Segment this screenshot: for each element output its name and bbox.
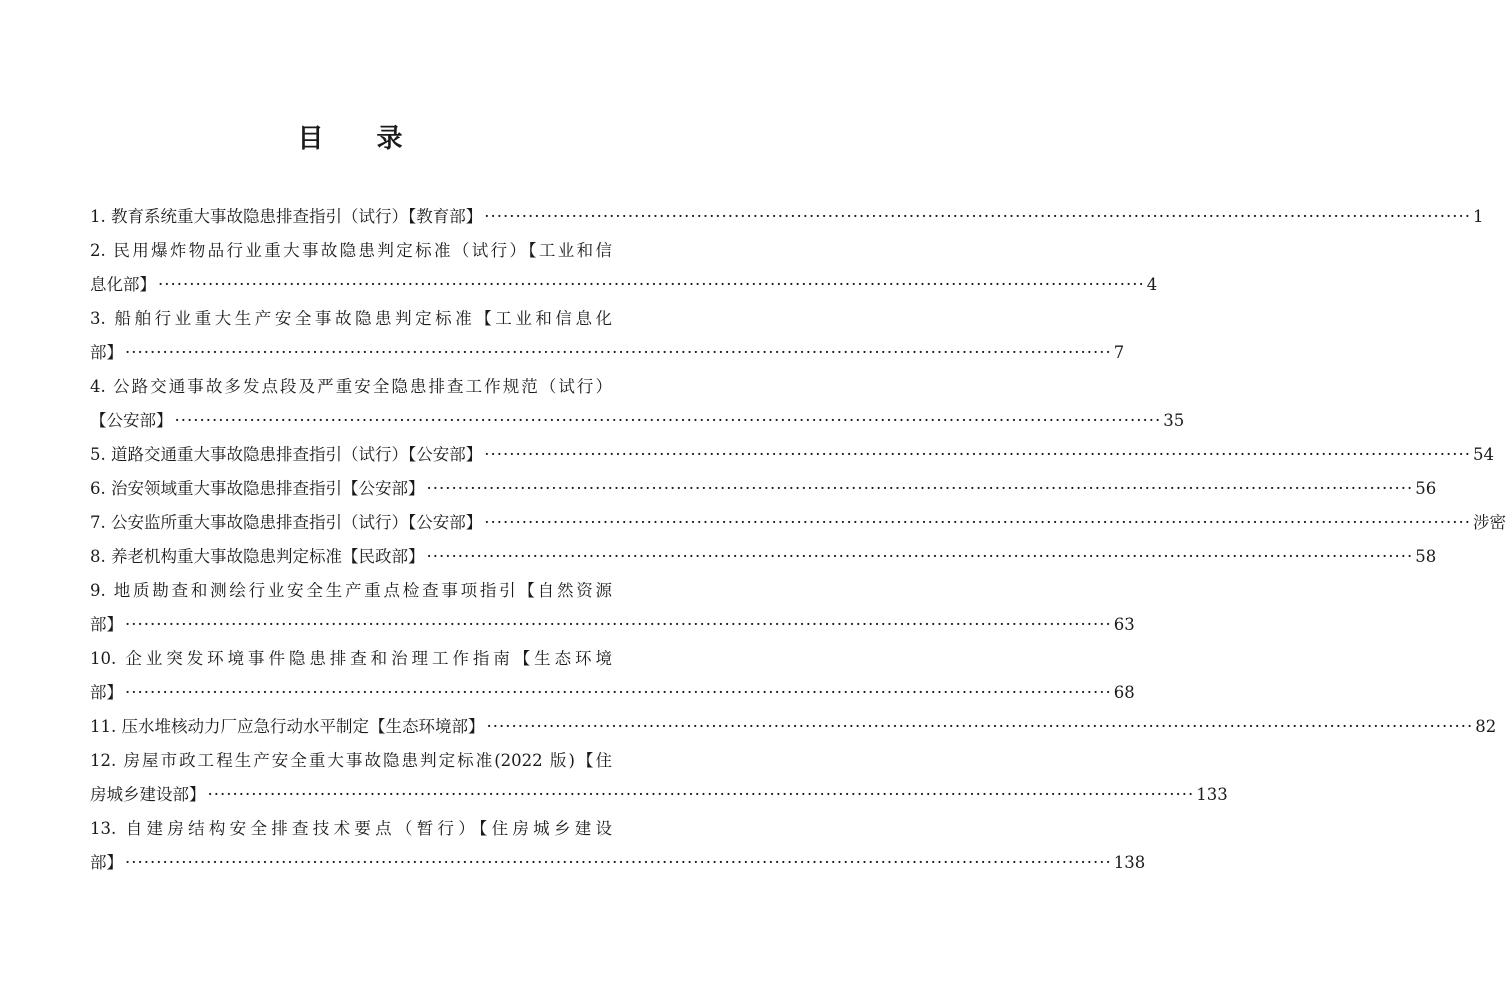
toc-entry[interactable] xyxy=(90,370,1185,438)
toc-entry-text: 1. 教育系统重大事故隐患排查指引（试行）【教育部】 xyxy=(90,207,483,226)
toc-entry-line xyxy=(90,234,612,268)
toc-entry[interactable] xyxy=(90,812,1146,880)
toc-page-number: 133 xyxy=(1196,785,1228,804)
toc-page-number: 82 xyxy=(1475,717,1497,736)
toc-entry-line xyxy=(90,574,612,608)
toc-page-number: 7 xyxy=(1113,343,1125,362)
toc-entry-line xyxy=(90,336,1125,370)
toc-entry-text: 部】 xyxy=(90,853,123,872)
toc-entry-text: 8. 养老机构重大事故隐患判定标准【民政部】 xyxy=(90,547,425,566)
toc-entry-line xyxy=(90,302,612,336)
toc-entry-line xyxy=(90,812,612,846)
toc-entry-line xyxy=(90,370,612,404)
toc-entry-line xyxy=(90,506,1506,540)
toc-entry-line xyxy=(90,404,1185,438)
toc-page-number: 56 xyxy=(1415,479,1437,498)
toc-entry[interactable] xyxy=(90,506,1506,540)
toc-entry-text: 9. 地质勘查和测绘行业安全生产重点检查事项指引【自然资源 xyxy=(90,581,612,600)
toc-entry-text: 部】 xyxy=(90,615,123,634)
toc-entry[interactable] xyxy=(90,234,1158,302)
dot-leader xyxy=(484,438,1471,472)
toc-entry-line xyxy=(90,744,612,778)
toc-page-number: 35 xyxy=(1163,411,1185,430)
toc-entry-text: 4. 公路交通事故多发点段及严重安全隐患排查工作规范（试行） xyxy=(90,377,612,396)
toc-entry-text: 7. 公安监所重大事故隐患排查指引（试行）【公安部】 xyxy=(90,513,483,532)
toc-entry-line xyxy=(90,540,1437,574)
toc-entry[interactable] xyxy=(90,438,1494,472)
page-title: 目 录 xyxy=(297,124,425,154)
toc-entry-line xyxy=(90,200,1484,234)
toc-entry-text: 6. 治安领域重大事故隐患排查指引【公安部】 xyxy=(90,479,425,498)
toc-entry[interactable] xyxy=(90,200,1484,234)
toc-entry-text: 11. 压水堆核动力厂应急行动水平制定【生态环境部】 xyxy=(90,717,485,736)
toc-page-number: 63 xyxy=(1113,615,1135,634)
toc-entry-line xyxy=(90,710,1497,744)
toc-page-number: 54 xyxy=(1472,445,1494,464)
toc-entry-line xyxy=(90,608,1135,642)
dot-leader xyxy=(427,472,1414,506)
dot-leader xyxy=(125,608,1112,642)
dot-leader xyxy=(125,336,1112,370)
toc-page-number: 涉密 xyxy=(1472,513,1506,532)
toc-entry-text: 【公安部】 xyxy=(90,411,173,430)
dot-leader xyxy=(484,200,1471,234)
toc-page-number: 138 xyxy=(1113,853,1146,872)
dot-leader xyxy=(125,676,1112,710)
toc-entry-text: 13. 自建房结构安全排查技术要点（暂行）【住房城乡建设 xyxy=(90,819,612,838)
toc-entry[interactable] xyxy=(90,710,1497,744)
toc-entry-text: 3. 船舶行业重大生产安全事故隐患判定标准【工业和信息化 xyxy=(90,309,612,328)
dot-leader xyxy=(208,778,1195,812)
toc-entry-text: 部】 xyxy=(90,683,123,702)
toc-entry-line xyxy=(90,268,1158,302)
toc-entry-text: 5. 道路交通重大事故隐患排查指引（试行）【公安部】 xyxy=(90,445,483,464)
toc-page-number: 58 xyxy=(1415,547,1437,566)
toc-entry[interactable] xyxy=(90,744,1228,812)
toc-entry-line xyxy=(90,676,1135,710)
dot-leader xyxy=(487,710,1474,744)
toc-entry-text: 12. 房屋市政工程生产安全重大事故隐患判定标准(2022 版)【住 xyxy=(90,751,612,770)
toc-page-number: 4 xyxy=(1146,275,1158,294)
dot-leader xyxy=(427,540,1414,574)
toc-entry-text: 2. 民用爆炸物品行业重大事故隐患判定标准（试行）【工业和信 xyxy=(90,241,612,260)
toc-entry-text: 房城乡建设部】 xyxy=(90,785,206,804)
toc-page-number: 68 xyxy=(1113,683,1135,702)
toc-entry[interactable] xyxy=(90,472,1437,506)
toc-entry[interactable] xyxy=(90,642,1135,710)
toc-entry-line xyxy=(90,472,1437,506)
toc-entry-text: 部】 xyxy=(90,343,123,362)
toc-entry-text: 息化部】 xyxy=(90,275,156,294)
toc-entry-line xyxy=(90,438,1494,472)
toc-entry[interactable] xyxy=(90,574,1135,642)
toc-entry-line xyxy=(90,846,1146,880)
toc-entry[interactable] xyxy=(90,540,1437,574)
table-of-contents xyxy=(90,200,1506,880)
toc-entry-line xyxy=(90,642,612,676)
toc-entry-line xyxy=(90,778,1228,812)
toc-entry[interactable] xyxy=(90,302,1125,370)
dot-leader xyxy=(484,506,1471,540)
toc-page-number: 1 xyxy=(1472,207,1484,226)
dot-leader xyxy=(158,268,1145,302)
dot-leader xyxy=(175,404,1162,438)
dot-leader xyxy=(125,846,1112,880)
toc-entry-text: 10. 企业突发环境事件隐患排查和治理工作指南【生态环境 xyxy=(90,649,612,668)
